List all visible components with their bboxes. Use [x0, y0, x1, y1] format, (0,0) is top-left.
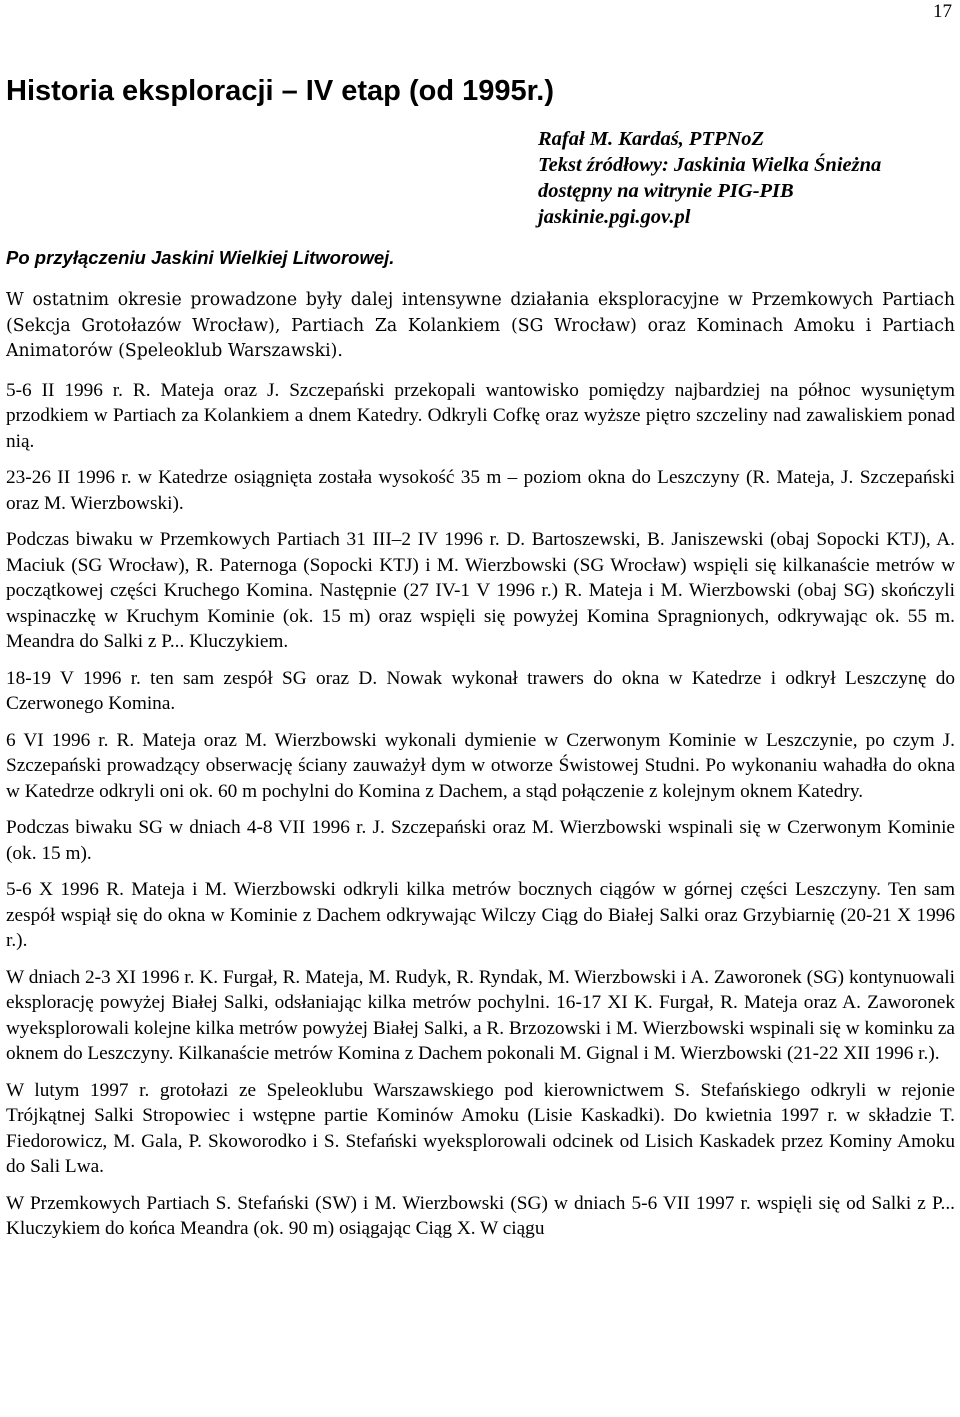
paragraph: W lutym 1997 r. grotołazi ze Speleoklubu Warszawskiego pod kierownictwem S. Stefańskiego odkryli w rejonie Trójkątnej Salki Stropowiec i wstępne partie Kominów Amoku (Lisie Kaskadki). Do kwietnia 1997 r. w składzie T. Fiedorowicz, M. Gala, P. Skoworodko i S. Stefański wyeksplorowali odcinek od Lisich Kaskadek przez Kominy Amoku do Sali Lwa.: [6, 1079, 955, 1177]
source-info: [538, 126, 881, 230]
paragraph: W ostatnim okresie prowadzone były dalej intensywne działania eksploracyjne w Przemkowych Partiach (Sekcja Grotołazów Wrocław), Partiach Za Kolankiem (SG Wrocław) oraz Kominach Amoku i Partiach Animatorów (Speleoklub Warszawski).: [6, 290, 955, 361]
source-origin-line: Tekst źródłowy: Jaskinia Wielka Śnieżna: [538, 154, 882, 176]
paragraph: Podczas biwaku SG w dniach 4-8 VII 1996 r. J. Szczepański oraz M. Wierzbowski wspinali się w Czerwonym Kominie (ok. 15 m).: [6, 817, 955, 864]
source-website-line: jaskinie.pgi.gov.pl: [538, 206, 691, 228]
page-title: Historia eksploracji – IV etap (od 1995r.): [6, 75, 554, 107]
paragraph: 18-19 V 1996 r. ten sam zespół SG oraz D. Nowak wykonał trawers do okna w Katedrze i odkrył Leszczynę do Czerwonego Komina.: [6, 667, 955, 714]
article-body: [6, 288, 955, 1253]
paragraph: 23-26 II 1996 r. w Katedrze osiągnięta została wysokość 35 m – poziom okna do Leszczyny (R. Mateja, J. Szczepański oraz M. Wierzbowski).: [6, 467, 955, 514]
source-availability-line: dostępny na witrynie PIG-PIB: [538, 180, 794, 202]
paragraph: 5-6 II 1996 r. R. Mateja oraz J. Szczepański przekopali wantowisko pomiędzy najbardziej na północ wysuniętym przodkiem w Partiach za Kolankiem a dnem Katedry. Odkryli Cofkę oraz wyższe piętro szczeliny nad zawaliskiem ponad nią.: [6, 379, 955, 452]
paragraph: 5-6 X 1996 R. Mateja i M. Wierzbowski odkryli kilka metrów bocznych ciągów w górnej części Leszczyny. Ten sam zespół wspiął się do okna w Kominie z Dachem odkrywając Wilczy Ciąg do Białej Salki oraz Grzybiarnię (20-21 X 1996 r.).: [6, 879, 955, 951]
author-line: Rafał M. Kardaś, PTPNoZ: [538, 128, 765, 150]
page-number: 17: [933, 1, 952, 22]
section-subtitle: Po przyłączeniu Jaskini Wielkiej Litworowej.: [6, 247, 395, 268]
paragraph: Podczas biwaku w Przemkowych Partiach 31 III–2 IV 1996 r. D. Bartoszewski, B. Janiszewski (obaj Sopocki KTJ), A. Maciuk (SG Wrocław), R. Paternoga (Sopocki KTJ) i M. Wierzbowski (SG Wrocław) wspięli się kilkanaście metrów w początkowej części Kruchego Komina. Następnie (27 IV-1 V 1996 r.) R. Mateja i M. Wierzbowski (obaj SG) skończyli wspinaczkę w Kruchym Kominie (ok. 15 m) oraz wspięli się powyżej Komina Spragnionych, odkrywając ok. 55 m. Meandra do Salki z P... Kluczykiem.: [6, 529, 955, 652]
paragraph: 6 VI 1996 r. R. Mateja oraz M. Wierzbowski wykonali dymienie w Czerwonym Kominie w Leszczynie, po czym J. Szczepański prowadzący obserwację ściany zauważył dym w otworze Świstowej Studni. Po wykonaniu wahadła do okna w Katedrze odkryli oni ok. 60 m pochylni do Komina z Dachem, a stąd połączenie z kolejnym oknem Katedry.: [6, 729, 955, 802]
paragraph: W Przemkowych Partiach S. Stefański (SW) i M. Wierzbowski (SG) w dniach 5-6 VII 1997 r. wspięli się od Salki z P... Kluczykiem do końca Meandra (ok. 90 m) osiągając Ciąg X. W ciągu: [6, 1192, 955, 1239]
paragraph: W dniach 2-3 XI 1996 r. K. Furgał, R. Mateja, M. Rudyk, R. Ryndak, M. Wierzbowski i A. Zaworonek (SG) kontynuowali eksplorację powyżej Białej Salki, odsłaniając kilka metrów pochylni. 16-17 XI K. Furgał, R. Mateja oraz A. Zaworonek wyeksplorowali kolejne kilka metrów powyżej Białej Salki, a R. Brzozowski i M. Wierzbowski wspinali się w kominku za oknem do Leszczyny. Kilkanaście metrów Komina z Dachem pokonali M. Gignal i M. Wierzbowski (21-22 XII 1996 r.).: [6, 966, 955, 1064]
